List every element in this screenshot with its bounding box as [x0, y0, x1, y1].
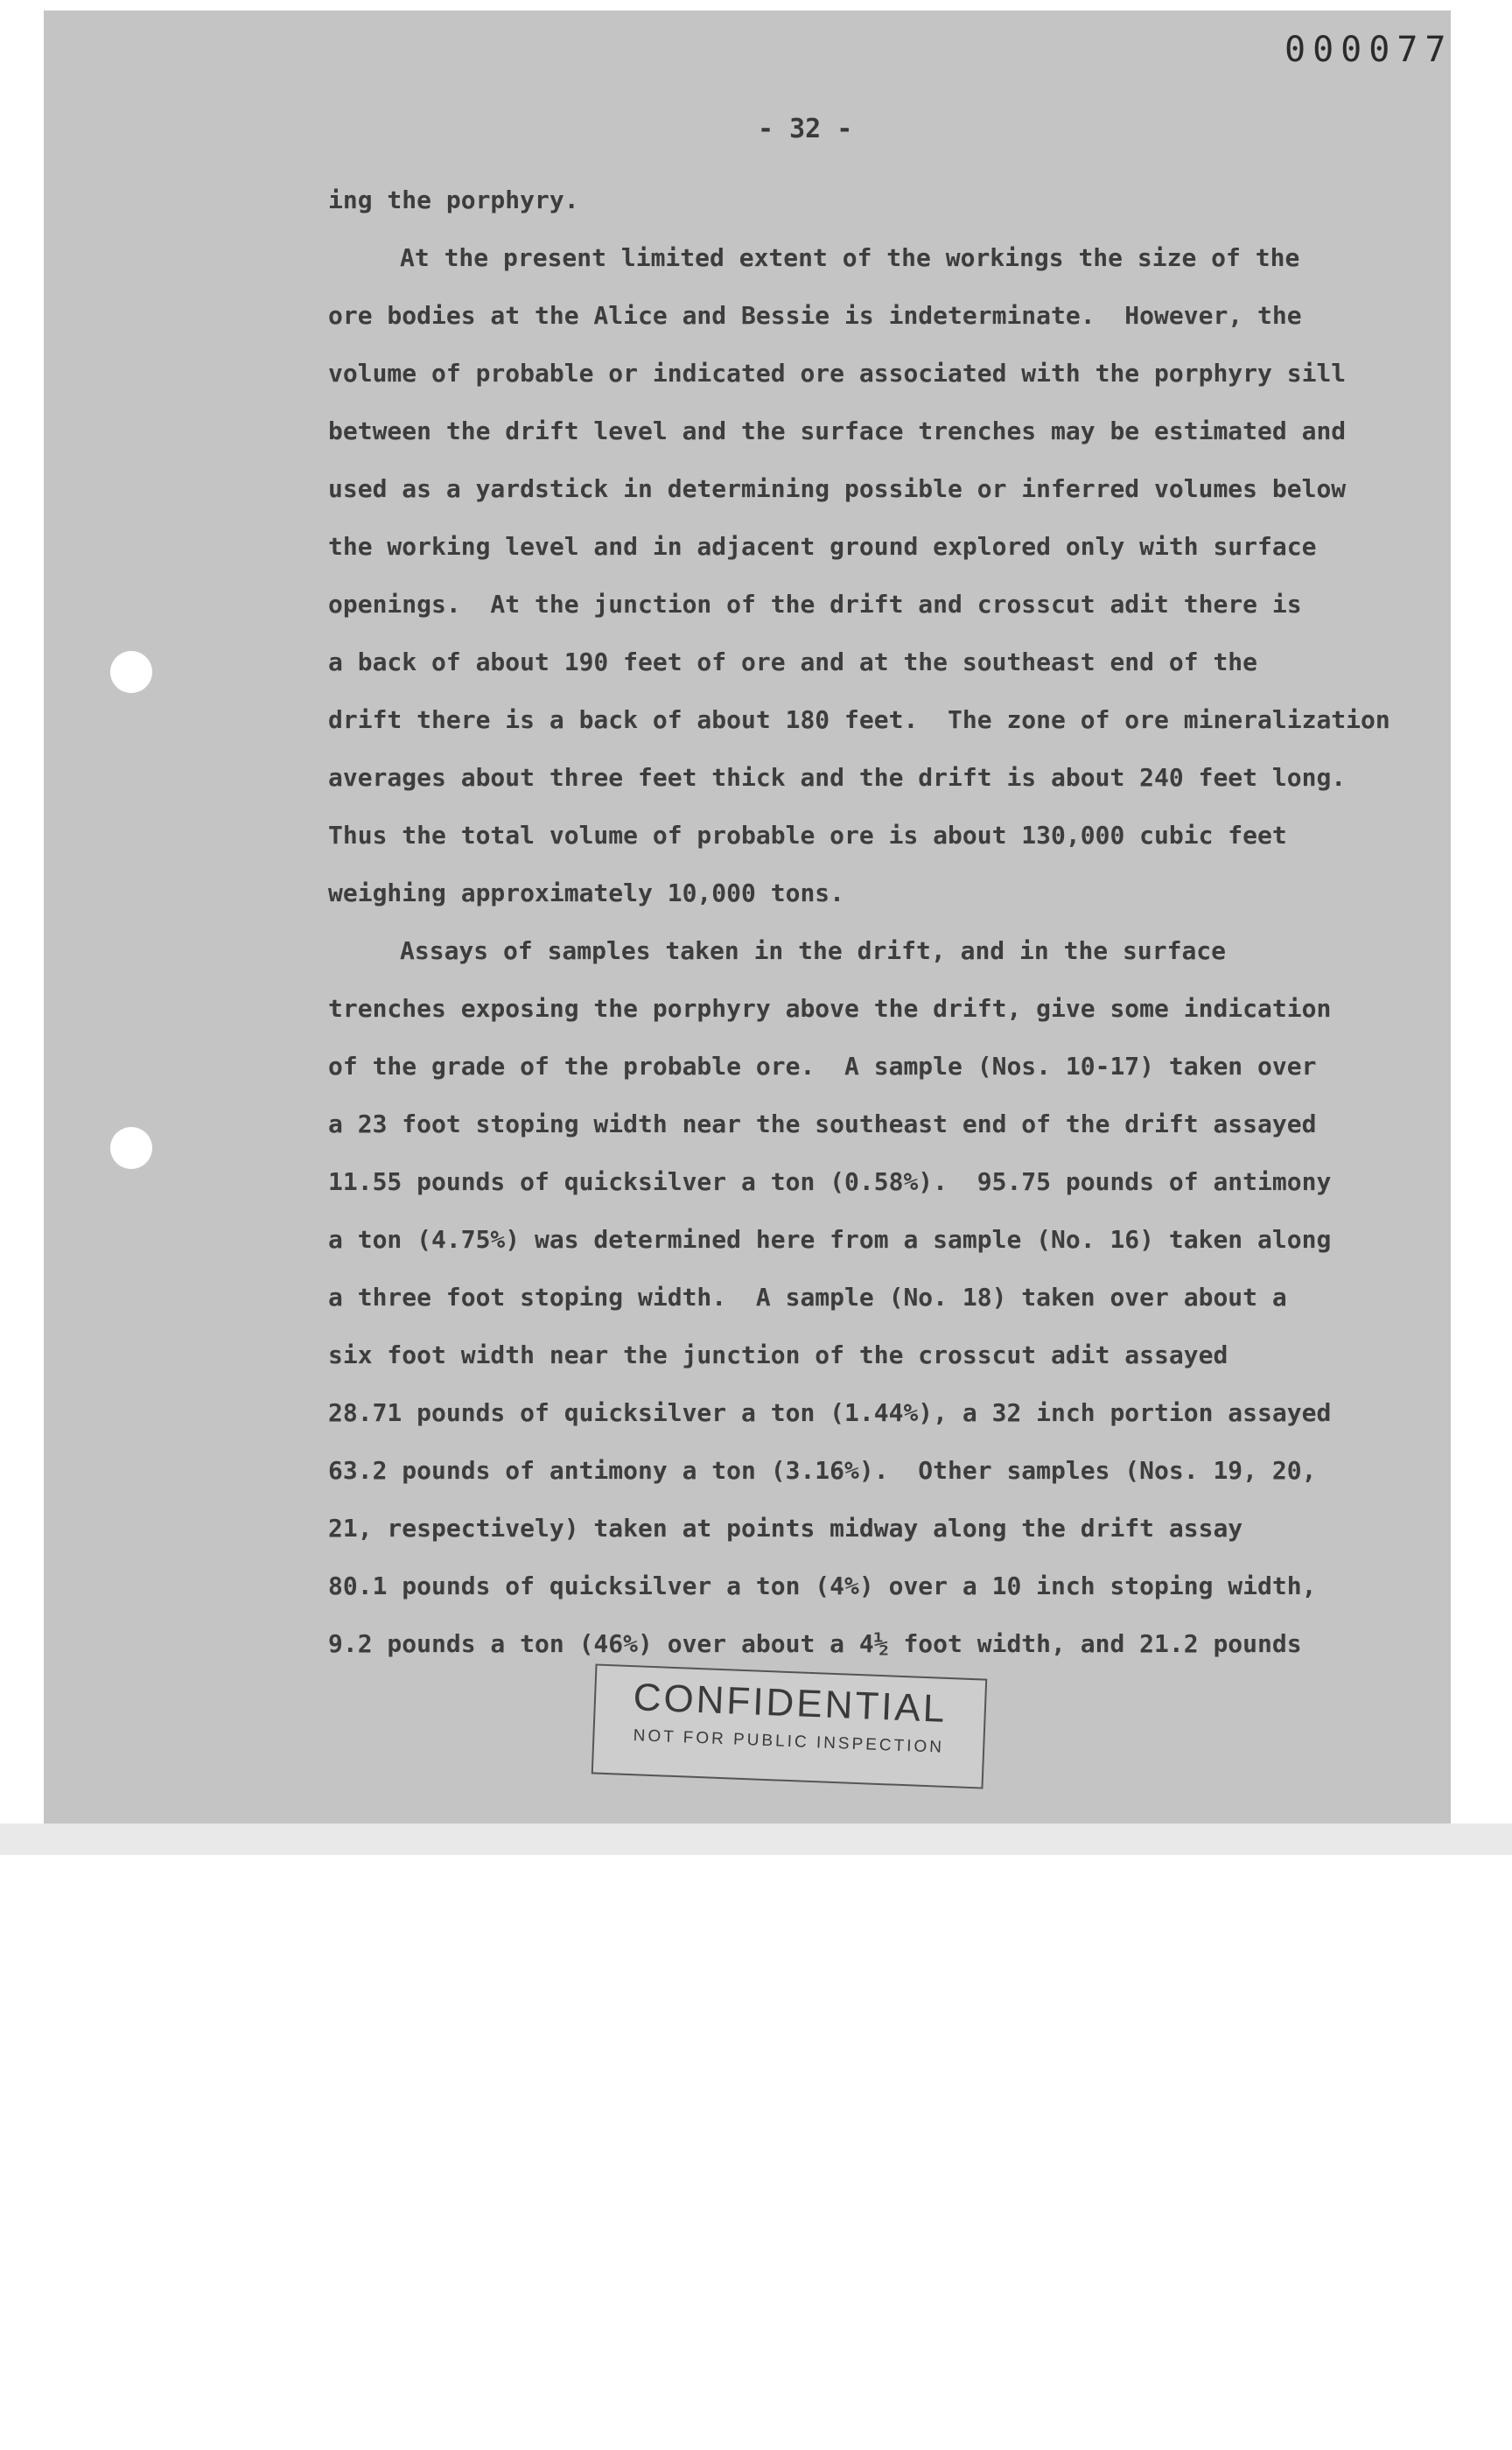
stamp-title: CONFIDENTIAL [632, 1676, 948, 1731]
stamp-subtitle: NOT FOR PUBLIC INSPECTION [633, 1726, 945, 1757]
text-line: of the grade of the probable ore. A sample (Nos. 10-17) taken over [328, 1052, 1317, 1081]
text-line: drift there is a back of about 180 feet. The zone of ore mineralization [328, 705, 1390, 734]
text-line: six foot width near the junction of the crosscut adit assayed [328, 1340, 1228, 1369]
text-line: ing the porphyry. [328, 186, 579, 214]
page-number: - 32 - [758, 114, 853, 144]
text-line: the working level and in adjacent ground explored only with surface [328, 532, 1317, 561]
text-line: a ton (4.75%) was determined here from a sample (No. 16) taken along [328, 1225, 1332, 1254]
text-line: At the present limited extent of the workings the size of the [400, 243, 1300, 272]
text-line: a 23 foot stoping width near the southeast end of the drift assayed [328, 1110, 1317, 1138]
confidential-stamp [592, 1663, 988, 1788]
text-line: Assays of samples taken in the drift, and in the surface [400, 936, 1227, 965]
text-line: 11.55 pounds of quicksilver a ton (0.58%). 95.75 pounds of antimony [328, 1167, 1332, 1196]
text-line: 63.2 pounds of antimony a ton (3.16%). Other samples (Nos. 19, 20, [328, 1456, 1317, 1485]
punch-hole [110, 1127, 152, 1169]
text-line: 21, respectively) taken at points midway along the drift assay [328, 1514, 1243, 1543]
text-line: Thus the total volume of probable ore is about 130,000 cubic feet [328, 821, 1287, 850]
text-line: weighing approximately 10,000 tons. [328, 878, 845, 907]
text-line: a back of about 190 feet of ore and at the southeast end of the [328, 648, 1258, 676]
body-text [328, 172, 1466, 1673]
text-line: a three foot stoping width. A sample (No. 18) taken over about a [328, 1283, 1287, 1312]
document-number: 000077 [1284, 30, 1453, 70]
punch-hole [110, 651, 152, 693]
text-line: averages about three feet thick and the drift is about 240 feet long. [328, 763, 1347, 792]
text-line: 80.1 pounds of quicksilver a ton (4%) over a 10 inch stoping width, [328, 1572, 1317, 1600]
text-line: between the drift level and the surface trenches may be estimated and [328, 416, 1347, 445]
text-line: used as a yardstick in determining possible or inferred volumes below [328, 474, 1347, 503]
text-line: 9.2 pounds a ton (46%) over about a 4½ foot width, and 21.2 pounds [328, 1629, 1302, 1658]
text-line: 28.71 pounds of quicksilver a ton (1.44%), a 32 inch portion assayed [328, 1398, 1332, 1427]
text-line: volume of probable or indicated ore associated with the porphyry sill [328, 359, 1347, 388]
page-bottom-edge [0, 1824, 1512, 1855]
text-line: openings. At the junction of the drift and crosscut adit there is [328, 590, 1302, 619]
text-line: ore bodies at the Alice and Bessie is indeterminate. However, the [328, 301, 1302, 330]
text-line: trenches exposing the porphyry above the drift, give some indication [328, 994, 1332, 1023]
document-page [44, 10, 1451, 1825]
